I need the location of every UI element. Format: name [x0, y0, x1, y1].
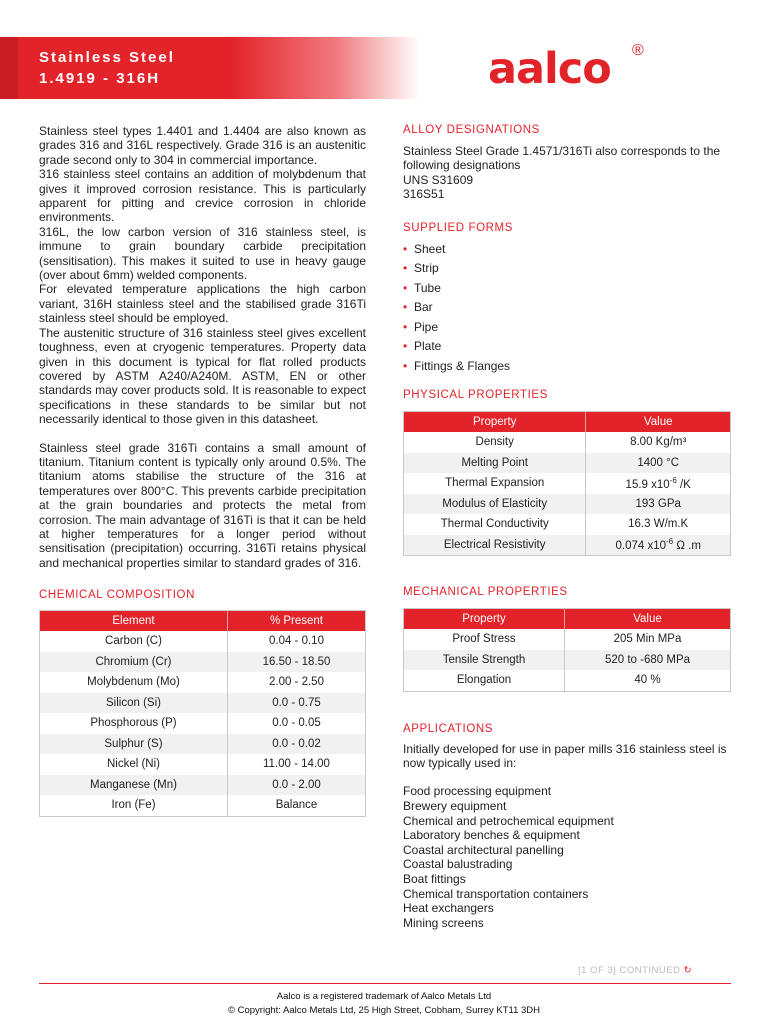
- property-cell: Melting Point: [404, 453, 586, 474]
- header-banner: [0, 37, 420, 99]
- page-subtitle: 1.4919 - 316H: [39, 70, 161, 87]
- table-row: [404, 535, 731, 556]
- header-accent-bar: [0, 37, 18, 99]
- table-row: [40, 754, 366, 775]
- form-label: Tube: [414, 280, 441, 295]
- property-cell: Electrical Resistivity: [404, 535, 586, 556]
- table-row: [404, 494, 731, 515]
- footer-divider: [39, 983, 731, 984]
- alloy-line: Stainless Steel Grade 1.4571/316Ti also corresponds to the following designations: [403, 144, 721, 173]
- percent-cell: 0.0 - 0.05: [227, 713, 365, 734]
- ti-paragraph: Stainless steel grade 316Ti contains a small amount of titanium. Titanium content is typically only around 0.5%. The titanium atoms stabilise the structure of the 316 at temperatures over 800°C. This prevents carbide precipitation at the grain boundaries and protects the metal from corrosion. The main advantage of 316Ti is that it can be held at higher temperatures for a longer period without sensitisation (precipitation) occurring. 316Ti retains physical and mechanical properties similar to standard grades of 316.: [39, 440, 366, 570]
- percent-cell: 11.00 - 14.00: [227, 754, 365, 775]
- trademark-notice: Aalco is a registered trademark of Aalco Metals Ltd: [276, 991, 492, 1002]
- application-item: Laboratory benches & equipment: [403, 828, 580, 843]
- list-item: [403, 337, 731, 357]
- table-row: [40, 631, 366, 652]
- property-cell: Density: [404, 432, 586, 453]
- table-row: [40, 775, 366, 796]
- element-cell: Chromium (Cr): [40, 652, 228, 673]
- percent-cell: 2.00 - 2.50: [227, 672, 365, 693]
- property-cell: Modulus of Elasticity: [404, 494, 586, 515]
- table-row: [404, 514, 731, 535]
- chemical-composition-title: CHEMICAL COMPOSITION: [39, 589, 195, 602]
- column-header: Value: [586, 412, 731, 433]
- value-exponent: -6: [669, 475, 677, 485]
- percent-cell: 0.0 - 0.02: [227, 734, 365, 755]
- list-item: [403, 259, 731, 279]
- table-row: [40, 734, 366, 755]
- property-cell: Tensile Strength: [404, 650, 565, 671]
- intro-paragraph: Stainless steel types 1.4401 and 1.4404 are also known as grades 316 and 316L respectively. Grade 316 is an austenitic grade second only to 304 in commercial importance.: [39, 124, 366, 167]
- table-row: [404, 473, 731, 494]
- chemical-table-body: [40, 631, 366, 816]
- application-item: Food processing equipment: [403, 784, 552, 799]
- continued-indicator: [578, 965, 692, 976]
- percent-cell: Balance: [227, 795, 365, 816]
- list-item: [403, 318, 731, 338]
- value-unit: /K: [676, 478, 691, 491]
- table-row: [40, 693, 366, 714]
- alloy-line: 316S51: [403, 187, 445, 202]
- chemical-composition-table: [39, 610, 366, 817]
- application-item: Brewery equipment: [403, 799, 507, 814]
- property-cell: Thermal Expansion: [404, 473, 586, 494]
- value-cell: 8.00 Kg/m³: [586, 432, 731, 453]
- value-cell: 205 Min MPa: [565, 629, 731, 650]
- supplied-forms-list: [403, 240, 731, 377]
- value-text: 15.9 x10: [625, 478, 670, 491]
- bullet-icon: •: [403, 300, 408, 315]
- form-label: Sheet: [414, 241, 446, 256]
- mechanical-properties-title: MECHANICAL PROPERTIES: [403, 586, 568, 599]
- table-row: [40, 713, 366, 734]
- mechanical-properties-table: [403, 608, 731, 692]
- table-row: [404, 453, 731, 474]
- column-header: Value: [565, 609, 731, 630]
- application-item: Coastal architectural panelling: [403, 842, 564, 857]
- right-column: [403, 124, 731, 930]
- value-cell: [586, 535, 731, 556]
- table-row: [40, 652, 366, 673]
- table-row: [404, 629, 731, 650]
- element-cell: Molybdenum (Mo): [40, 672, 228, 693]
- property-cell: Thermal Conductivity: [404, 514, 586, 535]
- alloy-line: UNS S31609: [403, 172, 474, 187]
- percent-cell: 0.0 - 0.75: [227, 693, 365, 714]
- element-cell: Manganese (Mn): [40, 775, 228, 796]
- list-item: [403, 279, 731, 299]
- alloy-designations-title: ALLOY DESIGNATIONS: [403, 124, 540, 136]
- value-unit: Ω .m: [673, 540, 701, 553]
- value-exponent: -6: [666, 537, 674, 547]
- property-cell: Elongation: [404, 670, 565, 691]
- left-column: [39, 124, 366, 817]
- intro-paragraph: 316L, the low carbon version of 316 stainless steel, is immune to grain boundary carbide precipitation (sensitisation). This makes it suited to use in heavy gauge (over about 6mm) welded components.: [39, 224, 366, 283]
- intro-paragraph: 316 stainless steel contains an addition of molybdenum that gives it improved corrosion resistance. This is particularly apparent for pitting and crevice corrosion in chloride environments.: [39, 167, 366, 225]
- table-row: [40, 672, 366, 693]
- aalco-logo: aalco: [488, 44, 611, 94]
- intro-paragraph: For elevated temperature applications the high carbon variant, 316H stainless steel and the stabilised grade 316Ti stainless steel should be employed.: [39, 282, 366, 326]
- form-label: Strip: [414, 261, 439, 276]
- page-title: Stainless Steel: [39, 49, 175, 66]
- alloy-designations: [403, 144, 731, 202]
- percent-cell: 0.04 - 0.10: [227, 631, 365, 652]
- value-cell: 1400 °C: [586, 453, 731, 474]
- application-item: Coastal balustrading: [403, 857, 513, 872]
- element-cell: Carbon (C): [40, 631, 228, 652]
- element-cell: Sulphur (S): [40, 734, 228, 755]
- property-cell: Proof Stress: [404, 629, 565, 650]
- column-header: % Present: [227, 611, 365, 632]
- percent-cell: 16.50 - 18.50: [227, 652, 365, 673]
- element-cell: Silicon (Si): [40, 693, 228, 714]
- value-cell: 40 %: [565, 670, 731, 691]
- application-item: Mining screens: [403, 915, 484, 930]
- list-item: [403, 240, 731, 260]
- value-cell: 520 to -680 MPa: [565, 650, 731, 671]
- applications-list: [403, 784, 731, 930]
- form-label: Pipe: [414, 319, 439, 334]
- form-label: Bar: [414, 300, 433, 315]
- table-row: [404, 432, 731, 453]
- column-header: Element: [40, 611, 228, 632]
- value-text: 0.074 x10: [615, 540, 667, 553]
- mechanical-table-body: [404, 629, 731, 691]
- table-row: [40, 795, 366, 816]
- element-cell: Nickel (Ni): [40, 754, 228, 775]
- form-label: Fittings & Flanges: [414, 358, 511, 373]
- column-header: Property: [404, 412, 586, 433]
- continued-label: [1 OF 3] CONTINUED: [578, 965, 681, 976]
- intro-paragraph: The austenitic structure of 316 stainless steel gives excellent toughness, even at cryogenic temperatures. Property data given in this document is typical for flat rolled products covered by ASTM A240/A240M. ASTM, EN or other standards may cover products sold. It is reasonable to expect specifications in these standards to be similar but not necessarily identical to those given in this datasheet.: [39, 325, 366, 427]
- physical-properties-table: [403, 411, 731, 556]
- continue-arrow-icon: ↻: [683, 965, 693, 976]
- value-cell: 16.3 W/m.K: [586, 514, 731, 535]
- percent-cell: 0.0 - 2.00: [227, 775, 365, 796]
- physical-table-body: [404, 432, 731, 556]
- copyright-notice: © Copyright: Aalco Metals Ltd, 25 High Street, Cobham, Surrey KT11 3DH: [227, 1005, 541, 1016]
- supplied-forms-title: SUPPLIED FORMS: [403, 221, 514, 234]
- value-cell: 193 GPa: [586, 494, 731, 515]
- list-item: [403, 298, 731, 318]
- application-item: Chemical and petrochemical equipment: [403, 813, 614, 828]
- bullet-icon: •: [403, 241, 408, 256]
- form-label: Plate: [414, 339, 442, 354]
- physical-properties-title: PHYSICAL PROPERTIES: [403, 389, 548, 402]
- element-cell: Phosphorous (P): [40, 713, 228, 734]
- registered-mark: ®: [632, 42, 644, 59]
- bullet-icon: •: [403, 358, 408, 373]
- bullet-icon: •: [403, 319, 408, 334]
- applications-title: APPLICATIONS: [403, 722, 494, 735]
- table-row: [404, 670, 731, 691]
- value-cell: [586, 473, 731, 494]
- applications-intro: Initially developed for use in paper mills 316 stainless steel is now typically used in:: [403, 741, 727, 771]
- table-row: [404, 650, 731, 671]
- element-cell: Iron (Fe): [40, 795, 228, 816]
- bullet-icon: •: [403, 280, 408, 295]
- bullet-icon: •: [403, 339, 408, 354]
- application-item: Chemical transportation containers: [403, 886, 589, 901]
- column-header: Property: [404, 609, 565, 630]
- application-item: Heat exchangers: [403, 901, 494, 916]
- application-item: Boat fittings: [403, 872, 466, 886]
- bullet-icon: •: [403, 261, 408, 276]
- list-item: [403, 357, 731, 377]
